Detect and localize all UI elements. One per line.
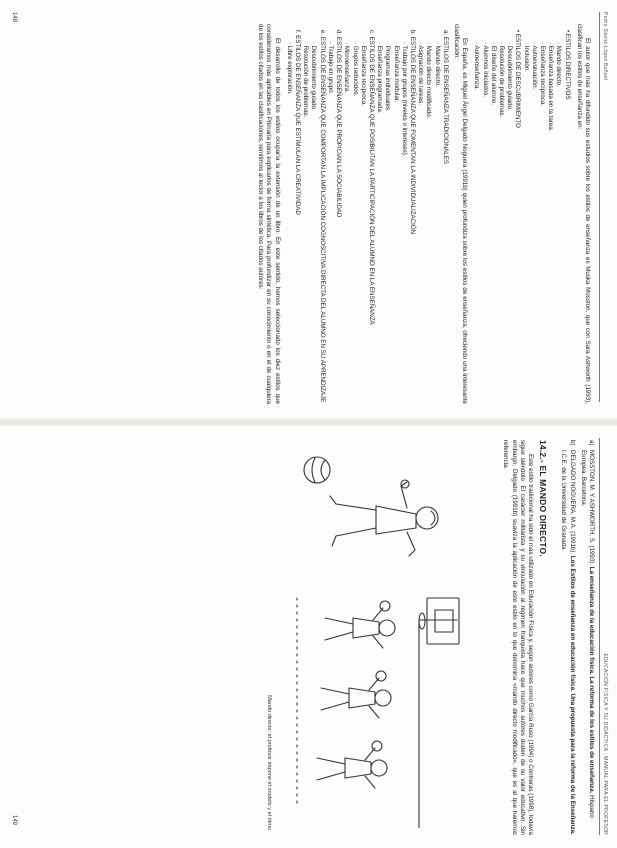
style-item-text: Mando directo. (433, 45, 441, 87)
bullet-dash: · (285, 42, 293, 46)
bullet-dash: · (326, 42, 334, 46)
style-group-title: f. ESTILOS DE ENSEÑANZA QUE ESTIMULAN LA CREATIVIDAD (294, 30, 302, 215)
style-item-text: Enseñanza basada en la tarea. (547, 45, 555, 132)
reference-a-publisher: Hispano Europea. Barcelona. (579, 450, 595, 818)
style-group-title: b. ESTILOS DE ENSEÑANZA QUE FOMENTAN LA INDIVIDUALIZACIÓN (408, 30, 416, 235)
reference-a-text: MOSSTON, M. Y ASHWORTH, S. (1993). (588, 450, 595, 567)
intro-paragraph: El autor que más ha difundido sus estudios sobre los estilos de enseñanza es Muska Mosston, que con Sara Ashworth (1993), clasifican los estilos de enseñanza en: (575, 24, 591, 404)
style-item (538, 24, 546, 404)
delgado-paragraph: En España, es Miguel Ángel Delgado Noguera (1991b) quien profundiza sobre los estilos de enseñanza, ofreciendo una interesante clasificación: (452, 24, 469, 404)
style-item-text: Trabajo por grupos (niveles o intereses). (400, 45, 408, 157)
right-head-rule (599, 438, 600, 835)
bullet-dash: · (481, 42, 489, 46)
style-item-text: Alumnos iniciados. (481, 45, 489, 98)
style-item-text: Enseñanza modular. (392, 45, 400, 103)
style-item (521, 24, 529, 404)
style-item (359, 24, 367, 404)
style-item-text: Resolución de problemas. (302, 45, 310, 118)
style-item-text: Enseñanza programada. (376, 45, 384, 114)
right-column (501, 440, 595, 835)
bullet-dash: · (359, 42, 367, 46)
illustration-drawing (267, 448, 467, 828)
closing-paragraph: El desarrollo de todos los estilos ocuparía la extensión de un libro. En este sentido, hemos seleccionado los diez estilos que consideramos más aplicables en Primaria para explicarlos de forma sintética. Para profundizar en su conocimiento o en el de cualquiera de los estilos citados en las clasificaciones, remitimos al lector a los libros de los citados autores: (257, 24, 281, 404)
style-item-text: Descubrimiento guiado. (506, 45, 514, 111)
bullet-dash: · (433, 42, 441, 46)
pupil-figure-1 (325, 601, 395, 648)
style-item (391, 24, 399, 404)
teacher-figure (330, 480, 438, 556)
style-item-text: Microenseñanza. (343, 45, 351, 93)
style-item-text: Mando directo modificado. (425, 45, 433, 119)
style-item (505, 24, 513, 404)
left-head-rule (599, 12, 600, 402)
delgado-styles-list (285, 24, 449, 404)
bullet-dash: · (522, 42, 530, 46)
bullet-dash: · (376, 42, 384, 46)
bullet-dash: · (506, 42, 514, 46)
bullet-dash: · (425, 42, 433, 46)
style-item (480, 24, 488, 404)
pupil-figure-3 (317, 741, 387, 788)
bullet-dash: · (473, 42, 481, 46)
bullet-dash: · (417, 42, 425, 46)
style-item (489, 24, 497, 404)
style-group-title: c. ESTILOS DE ENSEÑANZA QUE POSIBILITAN LA PARTICIPACIÓN DEL ALUMNO EN LA ENSEÑANZA (367, 30, 375, 325)
reference-b-publisher: I.C.E. de la Universidad de Granada. (560, 450, 568, 552)
reference-b-title: Los Estilos de enseñanza en educación física. Una propuesta para la reforma de la Enseñanza. (568, 555, 576, 835)
reference-b-label: b) (568, 440, 576, 446)
style-item-text: Descubrimiento guiado. (310, 45, 318, 111)
style-item (326, 24, 334, 404)
mando-directo-paragraph: Este estilo tradicional ha sido el más utilizado en Educación Física y, según autores como García Ruso (1994) o Contreras (1998), todavía sigue siéndolo. El carácter militarista y su vinculación al régimen franquista hace que muchos autores duden de su valor educativo. Sin embargo, Delgado (1991b) suaviza la aplicación de este estilo en lo que denomina «mando directo modificado», que es al que haremos referencia. (502, 440, 534, 835)
reference-b-text: DELGADO NOGUERA, M.A. (1991b). (568, 450, 576, 556)
style-item (546, 24, 554, 404)
style-item (350, 24, 358, 404)
style-item (472, 24, 480, 404)
left-page-number: 148 (11, 12, 17, 23)
style-group-title: • ESTILOS DE DESCUBRIMIENTO (514, 30, 522, 128)
style-item-text: Grupos reducidos. (351, 45, 359, 97)
bullet-dash: · (384, 42, 392, 46)
bullet-dash: · (400, 42, 408, 46)
style-item (309, 24, 317, 404)
style-item-text: Autoenseñanza. (473, 45, 481, 91)
style-item (416, 24, 424, 404)
left-running-head: Pedro Sáenz-López Buñuel (602, 12, 608, 81)
style-item (400, 24, 408, 404)
style-group-title: a. ESTILOS DE ENSEÑANZA TRADICIONALES (441, 30, 449, 164)
right-running-head: EDUCACIÓN FÍSICA Y SU DIDÁCTICA · MANUAL PARA EL PROFESOR (602, 653, 608, 835)
style-item-text: Resolución de problemas. (497, 45, 505, 118)
section-heading: 14.2.- EL MANDO DIRECTO. (538, 440, 549, 557)
book-gutter (0, 418, 617, 426)
style-item-text: Asignación de tareas. (417, 45, 425, 105)
style-item (383, 24, 391, 404)
basket-hoop (419, 598, 459, 828)
pupil-figure-2 (321, 671, 391, 718)
reference-a-title: La enseñanza de la educación física. La reforma de los estilos de enseñanza. (588, 566, 595, 794)
style-group-title: d. ESTILOS DE ENSEÑANZA QUE PROPICIAN LA SOCIABILIDAD (335, 30, 343, 218)
bullet-dash: · (497, 42, 505, 46)
right-page-number: 149 (11, 815, 17, 826)
style-item-text: Libre exploración. (285, 45, 293, 95)
style-item-text: Mando directo. (555, 45, 563, 87)
style-item (497, 24, 505, 404)
ball (304, 457, 330, 483)
bullet-dash: · (530, 42, 538, 46)
style-item (424, 24, 432, 404)
mosston-styles-list (472, 24, 570, 404)
style-item-text: Enseñanza recíproca. (538, 45, 546, 106)
style-item (342, 24, 350, 404)
illustration-caption: Mando directo: el profesor impone el modelo y el ritmo (266, 695, 272, 830)
bullet-dash: · (392, 42, 400, 46)
bullet-dash: · (555, 42, 563, 46)
bullet-dash: · (489, 42, 497, 46)
style-item (554, 24, 562, 404)
reference-b (559, 440, 575, 835)
style-item-text: Inclusión. (522, 45, 530, 72)
style-item (301, 24, 309, 404)
mando-directo-illustration (267, 448, 467, 828)
bullet-dash: · (547, 42, 555, 46)
style-item-text: Autoevaluación. (530, 45, 538, 90)
style-item (530, 24, 538, 404)
bullet-dash: · (343, 42, 351, 46)
style-item-text: El diseño del alumno. (489, 45, 497, 105)
style-item (285, 24, 293, 404)
reference-a-label: a) (588, 440, 595, 446)
bullet-dash: · (302, 42, 310, 46)
left-column (256, 24, 591, 404)
reference-a (579, 440, 595, 835)
bullet-dash: · (310, 42, 318, 46)
style-item (432, 24, 440, 404)
style-group-title: • ESTILOS DIRECTIVOS (563, 30, 571, 100)
bullet-dash: · (351, 42, 359, 46)
style-group-title: e. ESTILOS DE ENSEÑANZA QUE COMPORTAN LA IMPLICACIÓN COGNOSCITIVA DIRECTA DEL ALUMNO EN SU APRENDIZAJE (318, 30, 326, 403)
bullet-dash: · (538, 42, 546, 46)
style-item (375, 24, 383, 404)
style-item-text: Trabajo en grupo. (326, 45, 334, 95)
style-item-text: Programas individuales. (384, 45, 392, 112)
style-item-text: Enseñanza recíproca. (359, 45, 367, 106)
